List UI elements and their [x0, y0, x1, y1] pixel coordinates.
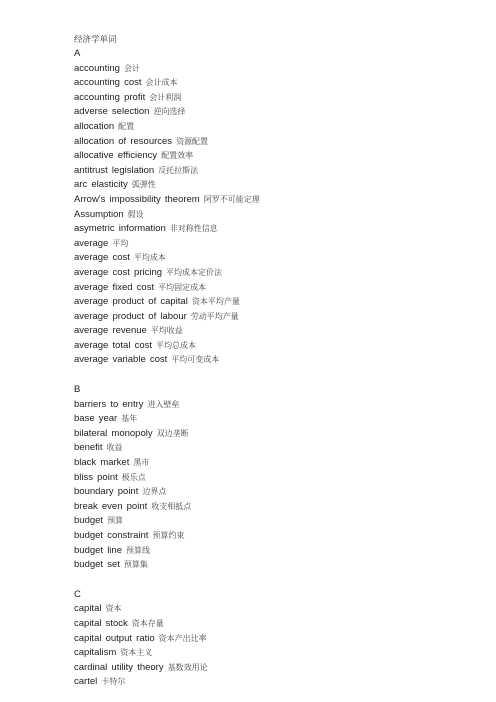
entry-term: average product of labour	[74, 310, 187, 322]
entry-term: allocation of resources	[74, 135, 173, 147]
entry-term: barriers to entry	[74, 398, 144, 410]
glossary-entry	[74, 500, 484, 515]
entry-term: capital output ratio	[74, 632, 155, 644]
glossary-entry	[74, 76, 484, 91]
entry-translation: 资本	[105, 604, 122, 614]
entry-translation: 资本产出比率	[158, 633, 207, 643]
entry-translation: 基数效用论	[167, 662, 208, 672]
glossary-entry	[74, 471, 484, 486]
glossary-entry	[74, 149, 484, 164]
glossary-section-c	[74, 573, 484, 690]
glossary-entry	[74, 208, 484, 223]
glossary-entry	[74, 310, 484, 325]
entry-translation: 进入壁垒	[147, 399, 180, 409]
entry-term: allocation	[74, 120, 115, 132]
glossary-entry	[74, 164, 484, 179]
entry-term: black market	[74, 457, 130, 469]
entry-translation: 假设	[127, 209, 144, 219]
glossary-entry	[74, 602, 484, 617]
entry-term: bilateral monopoly	[74, 427, 153, 439]
glossary-entry	[74, 178, 484, 193]
glossary-section-a	[74, 47, 484, 368]
glossary-entry	[74, 91, 484, 106]
glossary-entry	[74, 353, 484, 368]
entry-term: average total cost	[74, 339, 152, 351]
entry-translation: 会计	[123, 63, 140, 73]
entry-term: budget set	[74, 559, 120, 571]
entry-translation: 弧弹性	[131, 180, 156, 190]
entry-term: accounting cost	[74, 77, 142, 89]
entry-translation: 黑市	[133, 458, 150, 468]
entry-term: arc elasticity	[74, 179, 128, 191]
entry-translation: 资本平均产量	[191, 297, 240, 307]
glossary-entry	[74, 441, 484, 456]
glossary-entry	[74, 324, 484, 339]
entry-translation: 卡特尔	[101, 677, 126, 687]
entry-translation: 资本存量	[131, 618, 164, 628]
entry-translation: 逆向选择	[153, 107, 186, 117]
entry-term: accounting profit	[74, 91, 146, 103]
entry-translation: 平均成本	[133, 253, 166, 263]
glossary-entry	[74, 675, 484, 690]
glossary-entry	[74, 544, 484, 559]
glossary-entry	[74, 339, 484, 354]
entry-translation: 平均总成本	[156, 340, 196, 350]
entry-term: antitrust legislation	[74, 164, 155, 176]
entry-term: capitalism	[74, 647, 117, 659]
glossary-entry	[74, 558, 484, 573]
entry-term: bliss point	[74, 471, 118, 483]
glossary-entry	[74, 514, 484, 529]
entry-term: base year	[74, 413, 118, 425]
glossary-entry	[74, 456, 484, 471]
entry-translation: 预算线	[125, 545, 150, 555]
entry-translation: 阿罗不可能定理	[203, 194, 260, 204]
entry-term: average revenue	[74, 325, 147, 337]
entry-translation: 会计利润	[149, 92, 182, 102]
entry-translation: 反托拉斯法	[158, 165, 199, 175]
entry-term: average product of capital	[74, 296, 188, 308]
entry-translation: 预算	[107, 516, 124, 526]
entry-term: cardinal utility theory	[74, 661, 164, 673]
glossary-section-b	[74, 368, 484, 573]
entry-translation: 平均成本定价法	[166, 267, 223, 277]
entry-term: cartel	[74, 676, 98, 688]
entry-term: Arrow's impossibility theorem	[74, 193, 200, 205]
entry-term: asymetric information	[74, 223, 166, 235]
entry-term: average cost pricing	[74, 266, 163, 278]
glossary-entry	[74, 427, 484, 442]
glossary-entry	[74, 120, 484, 135]
entry-translation: 资本主义	[120, 648, 153, 658]
glossary-entry	[74, 485, 484, 500]
entry-translation: 双边垄断	[156, 428, 189, 438]
entry-term: budget line	[74, 544, 122, 556]
glossary-entry	[74, 251, 484, 266]
entry-term: capital	[74, 603, 102, 615]
entry-translation: 极乐点	[121, 472, 146, 482]
glossary-entry	[74, 661, 484, 676]
glossary-entry	[74, 398, 484, 413]
glossary-entry	[74, 295, 484, 310]
entry-term: average variable cost	[74, 354, 168, 366]
section-letter: C	[74, 588, 81, 600]
entry-translation: 非对称性信息	[169, 224, 218, 234]
section-spacer	[74, 368, 484, 383]
glossary-entry	[74, 632, 484, 647]
entry-term: average	[74, 237, 109, 249]
glossary-entry	[74, 62, 484, 77]
glossary-entry	[74, 222, 484, 237]
glossary-entry	[74, 266, 484, 281]
document-page	[74, 33, 484, 690]
entry-translation: 基年	[121, 414, 138, 424]
entry-term: budget	[74, 515, 104, 527]
entry-term: Assumption	[74, 208, 124, 220]
entry-term: budget constraint	[74, 530, 149, 541]
entry-translation: 预算约束	[152, 531, 185, 540]
entry-translation: 平均收益	[150, 326, 183, 336]
section-letter: B	[74, 384, 81, 396]
glossary-entry	[74, 281, 484, 296]
glossary-entry	[74, 646, 484, 661]
entry-translation: 平均	[112, 238, 129, 248]
glossary-entry	[74, 135, 484, 150]
entry-translation: 边界点	[142, 487, 167, 497]
entry-translation: 预算集	[123, 560, 148, 570]
section-spacer	[74, 573, 484, 588]
glossary-entry	[74, 617, 484, 632]
glossary-entry	[74, 193, 484, 208]
entry-term: average fixed cost	[74, 281, 155, 293]
entry-translation: 资源配置	[176, 136, 209, 146]
entry-translation: 平均固定成本	[158, 282, 207, 292]
glossary-entry	[74, 412, 484, 427]
glossary-sections	[74, 47, 484, 690]
glossary-entry	[74, 105, 484, 120]
entry-translation: 平均可变成本	[171, 355, 220, 365]
entry-translation: 会计成本	[145, 78, 178, 88]
glossary-entry	[74, 529, 484, 544]
entry-term: boundary point	[74, 486, 139, 498]
entry-term: allocative efficiency	[74, 150, 158, 162]
entry-translation: 配置	[118, 121, 135, 131]
document-title: 经济学单词	[74, 35, 117, 45]
glossary-entry	[74, 237, 484, 252]
entry-term: capital stock	[74, 617, 128, 629]
entry-translation: 配置效率	[161, 151, 194, 161]
entry-term: accounting	[74, 62, 120, 74]
section-letter: A	[74, 48, 81, 59]
entry-translation: 劳动平均产量	[190, 311, 239, 321]
entry-term: average cost	[74, 252, 130, 264]
entry-translation: 收支相抵点	[151, 501, 192, 511]
entry-term: break even point	[74, 500, 148, 512]
entry-term: adverse selection	[74, 106, 150, 118]
entry-translation: 收益	[106, 443, 123, 453]
entry-term: benefit	[74, 442, 103, 454]
